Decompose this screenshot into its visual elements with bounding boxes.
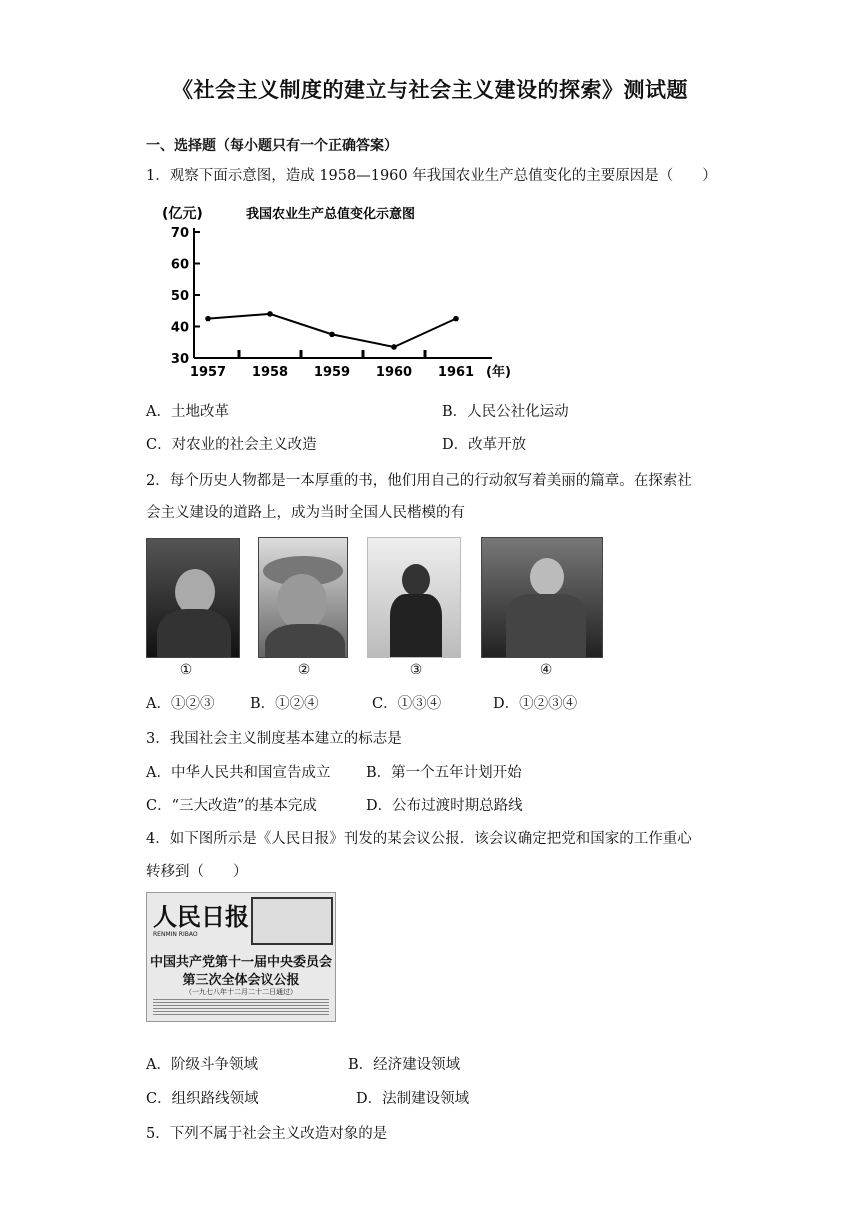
q3-option-a[interactable]: A．中华人民共和国宣告成立 bbox=[146, 765, 331, 781]
newspaper-masthead: 人民日报 bbox=[153, 902, 249, 931]
q4-option-a[interactable]: A．阶级斗争领域 bbox=[146, 1057, 258, 1073]
chart-title: 我国农业生产总值变化示意图 bbox=[246, 207, 416, 222]
q2-option-a[interactable]: A．①②③ bbox=[146, 696, 215, 712]
portrait-photo-4 bbox=[481, 537, 603, 658]
q4-stem-line2: 转移到（ ） bbox=[146, 864, 248, 880]
chart-y-tick-label: 30 bbox=[170, 352, 189, 367]
portrait-photo-1 bbox=[146, 538, 240, 658]
newspaper-date: （一九七八年十二月二十二日通过） bbox=[185, 988, 297, 996]
chart-series-line bbox=[208, 314, 456, 347]
q1-option-b[interactable]: B．人民公社化运动 bbox=[442, 404, 569, 420]
chart-x-tick-label: 1960 bbox=[375, 365, 413, 380]
q4-option-c[interactable]: C．组织路线领域 bbox=[146, 1091, 259, 1107]
portrait-photo-3 bbox=[367, 537, 461, 658]
quotation-box bbox=[251, 897, 333, 945]
chart-x-tick-label: 1959 bbox=[313, 365, 351, 380]
chart-y-tick-label: 70 bbox=[170, 226, 189, 241]
q2-option-b[interactable]: B．①②④ bbox=[250, 696, 319, 712]
chart-x-tick-label: 1958 bbox=[251, 365, 289, 380]
q3-stem: 3．我国社会主义制度基本建立的标志是 bbox=[146, 731, 402, 747]
newspaper-image bbox=[146, 892, 336, 1022]
photo-caption-4: ④ bbox=[539, 662, 553, 678]
q1-stem: 1．观察下面示意图，造成 1958—1960 年我国农业生产总值变化的主要原因是（ ） bbox=[146, 168, 717, 184]
q5-stem: 5．下列不属于社会主义改造对象的是 bbox=[146, 1126, 388, 1142]
chart-y-label: (亿元) bbox=[162, 206, 203, 222]
chart-marks bbox=[205, 311, 459, 350]
chart-y-tick-label: 40 bbox=[170, 320, 189, 336]
q3-option-c[interactable]: C．“三大改造”的基本完成 bbox=[146, 798, 317, 814]
newspaper-body-text bbox=[153, 997, 329, 1017]
newspaper-headline-1: 中国共产党第十一届中央委员会 bbox=[149, 955, 332, 970]
q2-option-d[interactable]: D．①②③④ bbox=[493, 696, 578, 712]
q2-stem-line1: 2．每个历史人物都是一本厚重的书，他们用自己的行动叙写着美丽的篇章。在探索社 bbox=[146, 473, 692, 489]
chart-y-tick-label: 60 bbox=[170, 257, 189, 273]
newspaper-roman-title: RENMIN RIBAO bbox=[153, 931, 198, 938]
q1-option-d[interactable]: D．改革开放 bbox=[442, 437, 527, 453]
agri-output-chart bbox=[150, 198, 520, 384]
portrait-photo-2 bbox=[258, 537, 348, 658]
q1-option-c[interactable]: C．对农业的社会主义改造 bbox=[146, 437, 317, 453]
chart-data-point bbox=[453, 316, 459, 322]
q4-stem-line1: 4．如下图所示是《人民日报》刊发的某会议公报．该会议确定把党和国家的工作重心 bbox=[146, 831, 692, 847]
chart-x-label: (年) bbox=[486, 365, 511, 380]
chart-x-tick-label: 1957 bbox=[189, 365, 227, 380]
chart-axes bbox=[171, 226, 511, 380]
chart-data-point bbox=[205, 316, 211, 322]
q4-option-b[interactable]: B．经济建设领域 bbox=[348, 1057, 461, 1073]
newspaper-headline-2: 第三次全体会议公报 bbox=[182, 973, 300, 988]
q3-option-d[interactable]: D．公布过渡时期总路线 bbox=[366, 798, 523, 814]
chart-y-tick-label: 50 bbox=[170, 289, 189, 304]
q4-option-d[interactable]: D．法制建设领域 bbox=[356, 1091, 470, 1107]
q1-option-a[interactable]: A．土地改革 bbox=[146, 404, 229, 420]
chart-data-point bbox=[391, 344, 397, 350]
q3-option-b[interactable]: B．第一个五年计划开始 bbox=[366, 765, 522, 781]
q2-stem-line2: 会主义建设的道路上，成为当时全国人民楷模的有 bbox=[146, 505, 465, 521]
chart-data-point bbox=[267, 311, 273, 317]
page-title: 《社会主义制度的建立与社会主义建设的探索》测试题 bbox=[172, 77, 688, 102]
section-heading: 一、选择题（每小题只有一个正确答案） bbox=[146, 138, 398, 154]
chart-data-point bbox=[329, 332, 335, 338]
q2-option-c[interactable]: C．①③④ bbox=[372, 696, 442, 712]
photo-caption-1: ① bbox=[179, 662, 193, 678]
chart-x-tick-label: 1961 bbox=[437, 365, 475, 380]
photo-caption-2: ② bbox=[297, 662, 311, 678]
photo-caption-3: ③ bbox=[409, 662, 423, 678]
